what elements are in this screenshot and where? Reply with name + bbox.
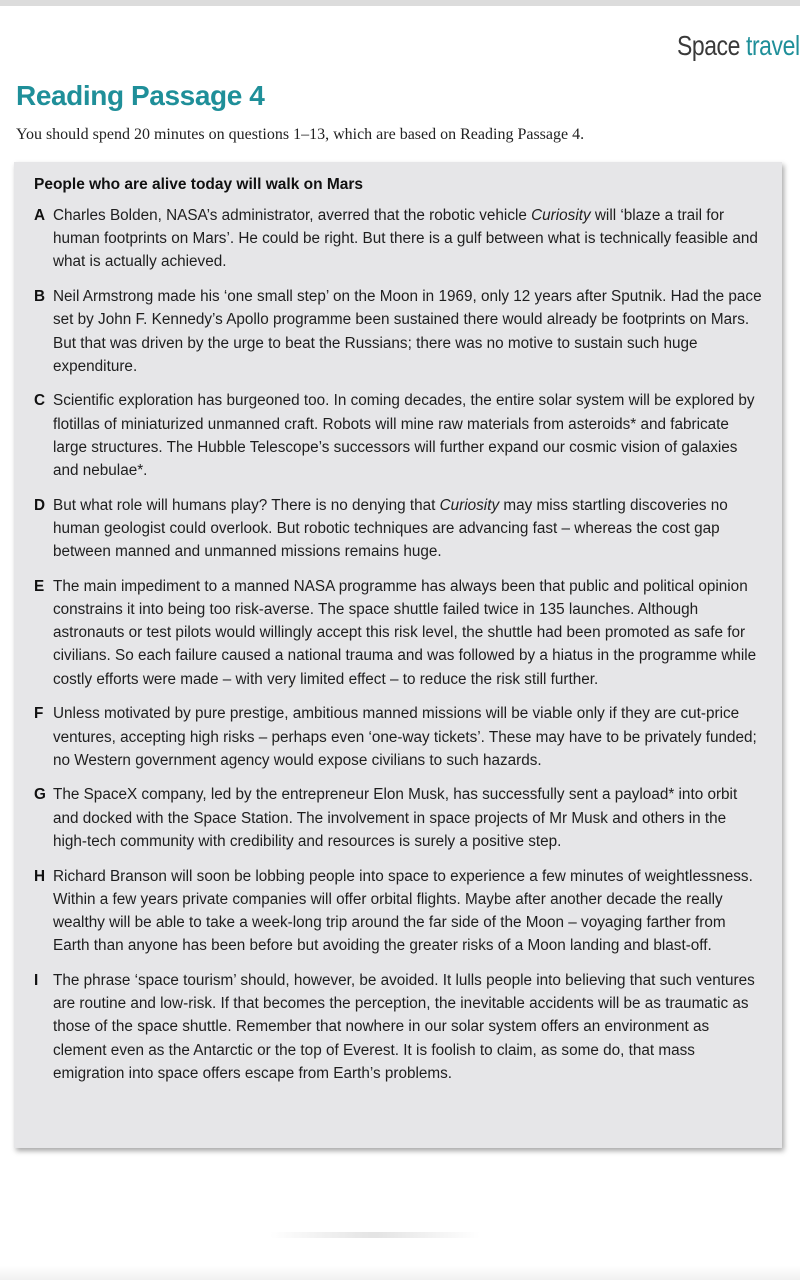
paragraph-letter: D [34, 496, 46, 514]
unit-header [677, 30, 800, 62]
paragraph-letter: H [34, 867, 46, 885]
paragraph-letter: A [34, 207, 46, 224]
paragraph-a [34, 204, 762, 274]
paragraph-text: The phrase ‘space tourism’ should, however, be avoided. It lulls people into believing that such ventures are routine and low-risk. If that becomes the perception, the inevitable accidents will be as traumatic as those of the space shuttle. Remember that nowhere in our solar system offers an environment as clement even as the Antarctic or the top of Everest. It is foolish to claim, as some do, that mass emigration into space offers escape from Earth’s problems. [53, 971, 755, 1082]
paragraph-text: Scientific exploration has burgeoned too. In coming decades, the entire solar system will be explored by flotillas of miniaturized unmanned craft. Robots will mine raw materials from asteroids* and fabricate large structures. The Hubble Telescope’s successors will further expand our cosmic vision of galaxies and nebulae*. [53, 392, 755, 480]
paragraph-text-part: Charles Bolden, NASA’s administrator, averred that the robotic vehicle [53, 207, 532, 224]
paragraph-letter: B [34, 288, 46, 306]
unit-header-word-space: Space [677, 30, 741, 61]
instruction-text: You should spend 20 minutes on questions 1–13, which are based on Reading Passage 4. [16, 126, 585, 143]
paragraph-d [34, 494, 762, 564]
paragraph-italic-term: Curiosity [439, 496, 500, 514]
unit-header-word-travel: travel [746, 30, 800, 61]
paragraph-text-part: may miss startling discoveries no human geologist could overlook. But robotic techniques are advancing fast – whereas the cost gap between manned and unmanned missions remains huge. [53, 496, 728, 561]
paragraph-text: The SpaceX company, led by the entrepreneur Elon Musk, has successfully sent a payload* into orbit and docked with the Space Station. The involvement in space projects of Mr Musk and others in the high-tech community with credibility and resources is surely a positive step. [53, 786, 738, 850]
paragraph-text [53, 497, 728, 560]
paragraph-b [34, 285, 762, 378]
paragraph-letter: E [34, 577, 45, 595]
paragraph-letter: I [34, 971, 39, 989]
paragraph-text: The main impediment to a manned NASA programme has always been that public and political opinion constrains it into being too risk-averse. The space shuttle failed twice in 135 launches. Although astronauts or test pilots would willingly accept this risk level, the shuttle had been promoted as safe for civilians. So each failure caused a national trauma and was followed by a hiatus in the programme while costly efforts were made – with very limited effect – to reduce the risk still further. [53, 577, 757, 688]
page-top-edge [0, 0, 800, 6]
paragraph-text: Richard Branson will soon be lobbing people into space to experience a few minutes of weightlessness. Within a few years private companies will offer orbital flights. Maybe after another decade the really wealthy will be able to take a week-long trip around the far side of the Moon – voyaging farther from Earth than anyone has been before but avoiding the greater risks of a Moon landing and blast-off. [53, 867, 753, 955]
paragraph-i [34, 969, 762, 1085]
paragraph-text-part: But what role will humans play? There is no denying that [53, 496, 440, 514]
paragraph-text: Neil Armstrong made his ‘one small step’ on the Moon in 1969, only 12 years after Sputnik. Had the pace set by John F. Kennedy’s Apollo programme been sustained there would already be footprints on Mars. But that was driven by the urge to beat the Russians; there was no motive to sustain such huge expenditure. [53, 288, 762, 375]
faint-bleed-through [270, 1232, 480, 1238]
paragraph-text [53, 207, 758, 270]
paragraph-g [34, 783, 762, 853]
paragraph-text: Unless motivated by pure prestige, ambitious manned missions will be viable only if they are cut-price ventures, accepting high risks – perhaps even ‘one-way tickets’. These may have to be privately funded; no Western government agency would expose civilians to such hazards. [53, 705, 757, 769]
passage-title: People who are alive today will walk on Mars [34, 176, 364, 193]
paragraph-e [34, 575, 762, 691]
page-bottom-edge [0, 1266, 800, 1280]
paragraph-h [34, 865, 762, 958]
passage-heading: Reading Passage 4 [16, 80, 265, 111]
paragraph-italic-term: Curiosity [531, 207, 591, 224]
paragraph-letter: F [34, 705, 44, 723]
paragraph-f [34, 702, 762, 772]
paragraph-c [34, 389, 762, 482]
paragraph-letter: C [34, 392, 46, 410]
reading-passage-box [14, 162, 782, 1148]
paragraph-letter: G [34, 786, 46, 804]
paragraph-text-part: will ‘blaze a trail for human footprints on Mars’. He could be right. But there is a gulf between what is technically feasible and what is actually achieved. [53, 207, 758, 271]
